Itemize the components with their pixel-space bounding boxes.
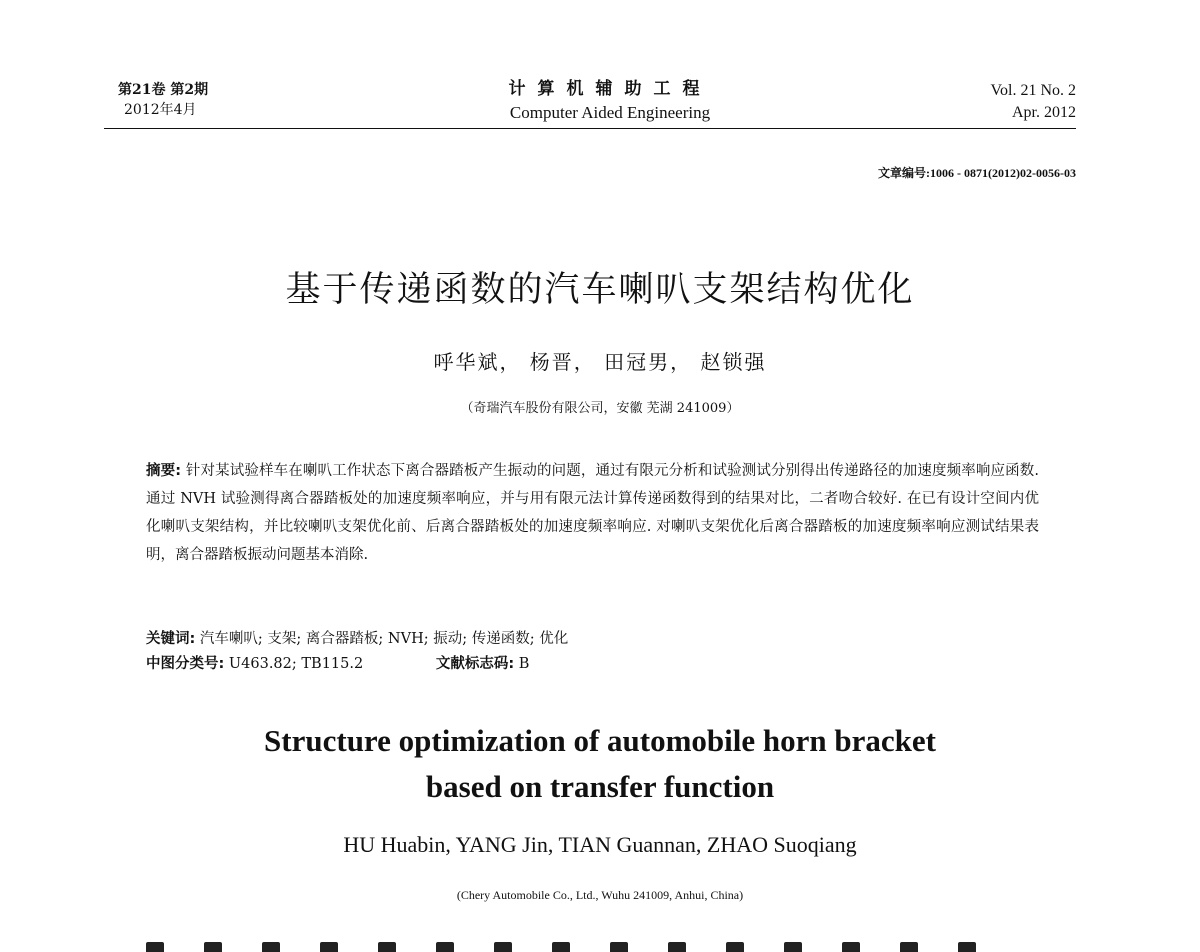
keywords: [146, 627, 568, 651]
classification: [146, 652, 529, 676]
volume-issue-cn: 第21卷 第2期: [118, 82, 209, 98]
volume-issue-en: Vol. 21 No. 2: [990, 82, 1076, 99]
keywords-label: 关键词:: [146, 631, 196, 647]
doc-code: B: [518, 656, 530, 672]
header-rule: [104, 128, 1076, 129]
date-cn: 2012年4月: [124, 102, 197, 118]
date-en: Apr. 2012: [1012, 104, 1076, 121]
title-en-line1: Structure optimization of automobile horn bracket: [264, 723, 936, 758]
classification-text: U463.82; TB115.2: [228, 656, 364, 672]
header-volume-en: [991, 80, 1077, 124]
abstract-text: 针对某试验样车在喇叭工作状态下离合器踏板产生振动的问题，通过有限元分析和试验测试分别得出传递路径的加速度频率响应函数. 通过 NVH 试验测得离合器踏板处的加速度频率响应，并与用有限元法计算传递函数得到的结果对比，二者吻合较好. 在已有设计空间内优化喇叭支架结构，并比较喇叭支架优化前、后离合器踏板处的加速度频率响应. 对喇叭支架优化后离合器踏板的加速度频率响应测试结果表明，离合器踏板振动问题基本消除.: [146, 463, 1039, 563]
abstract-label: 摘要:: [146, 463, 182, 479]
header-journal: [480, 78, 740, 124]
abstract: [146, 457, 1039, 569]
cut-off-text-line: [146, 936, 1050, 952]
title-en-line2: based on transfer function: [425, 769, 775, 804]
authors-cn: 呼华斌， 杨晋， 田冠男， 赵锁强: [433, 350, 767, 374]
doc-code-label: 文献标志码:: [435, 656, 515, 672]
title-cn: 基于传递函数的汽车喇叭支架结构优化: [285, 270, 915, 310]
header-volume-cn: [118, 80, 208, 120]
keywords-text: 汽车喇叭; 支架; 离合器踏板; NVH; 振动; 传递函数; 优化: [199, 631, 569, 647]
title-en: [0, 718, 1200, 810]
affiliation-en: (Chery Automobile Co., Ltd., Wuhu 241009, Anhui, China): [456, 888, 744, 902]
authors-en: HU Huabin, YANG Jin, TIAN Guannan, ZHAO Suoqiang: [343, 832, 857, 857]
journal-name-cn: 计算机辅助工程: [508, 79, 712, 99]
affiliation-cn: （奇瑞汽车股份有限公司，安徽 芜湖 241009）: [460, 401, 740, 416]
article-number: 文章编号:1006 - 0871(2012)02-0056-03: [878, 166, 1076, 180]
journal-name-en: Computer Aided Engineering: [509, 103, 711, 122]
classification-label: 中图分类号:: [146, 656, 225, 672]
